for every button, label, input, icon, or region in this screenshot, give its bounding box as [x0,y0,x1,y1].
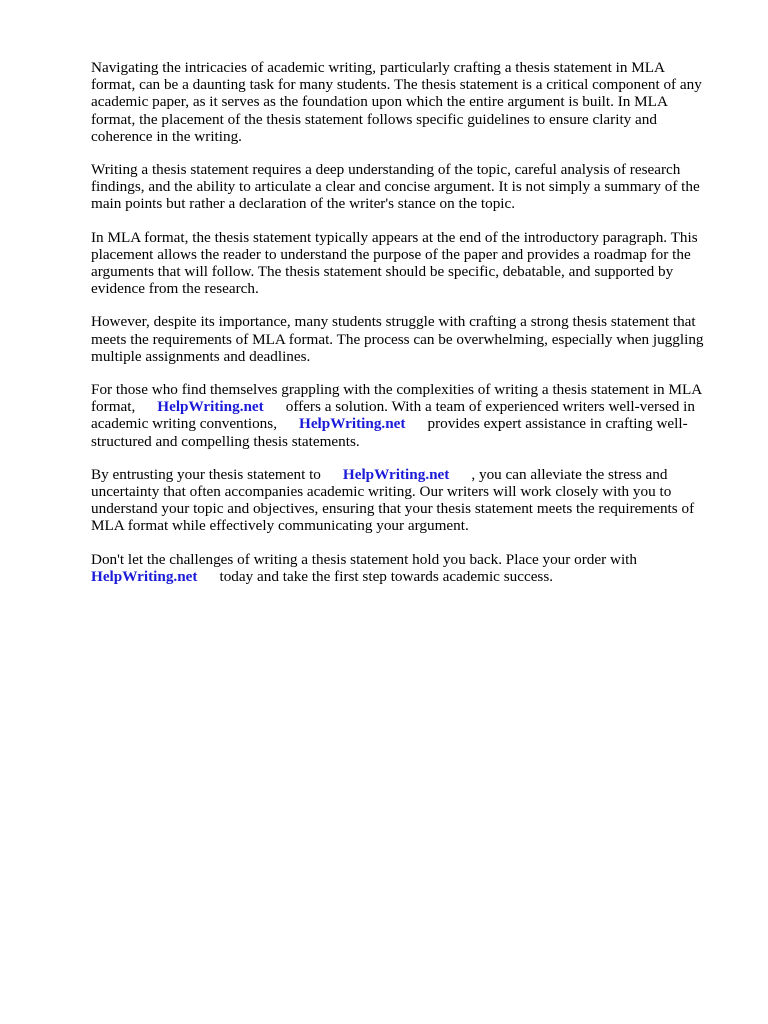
text-line [91,568,727,585]
text-line: Don't let the challenges of writing a thesis statement hold you back. Place your order with [91,550,637,568]
paragraph-requirements [91,161,727,213]
text-line: MLA format while effectively communicating your argument. [91,517,469,535]
text-fragment: , you can alleviate the stress and [471,465,668,483]
text-line: Navigating the intricacies of academic writing, particularly crafting a thesis statement in MLA [91,59,665,76]
text-line: multiple assignments and deadlines. [91,347,311,365]
text-line: structured and compelling thesis statements. [91,432,360,450]
text-line: For those who find themselves grappling with the complexities of writing a thesis statement in MLA [91,381,703,399]
text-line [91,466,727,483]
paragraph-struggles [91,313,727,365]
text-fragment: provides expert assistance in crafting well- [427,415,688,433]
helpwriting-link[interactable]: HelpWriting.net [342,465,450,483]
text-line: However, despite its importance, many students struggle with crafting a strong thesis statement that [91,313,696,331]
text-line: placement allows the reader to understand the purpose of the paper and provides a roadmap for the [91,245,691,263]
text-fragment: academic writing conventions, [91,415,277,433]
helpwriting-link[interactable]: HelpWriting.net [157,398,264,416]
text-line: main points but rather a declaration of the writer's stance on the topic. [91,195,516,213]
helpwriting-link[interactable]: HelpWriting.net [299,415,406,433]
paragraph-call-to-action [91,551,727,585]
text-line: evidence from the research. [91,280,259,298]
text-line: In MLA format, the thesis statement typically appears at the end of the introductory paragraph. This [91,228,698,246]
text-line [91,398,727,415]
helpwriting-link[interactable]: HelpWriting.net [91,567,198,585]
text-line: format, can be a daunting task for many students. The thesis statement is a critical component of any [91,76,702,94]
text-line: findings, and the ability to articulate a clear and concise argument. It is not simply a summary of the [91,178,700,196]
paragraph-intro [91,59,727,145]
text-line: coherence in the writing. [91,127,242,145]
paragraph-placement [91,229,727,298]
text-line: format, the placement of the thesis statement follows specific guidelines to ensure clarity and [91,110,657,128]
paragraph-solution [91,381,727,450]
text-fragment: today and take the first step towards academic success. [219,567,554,585]
text-fragment: By entrusting your thesis statement to [91,465,321,483]
text-line: uncertainty that often accompanies academic writing. Our writers will work closely with you to [91,483,672,501]
text-fragment: offers a solution. With a team of experienced writers well-versed in [285,398,695,416]
text-line: arguments that will follow. The thesis statement should be specific, debatable, and supported by [91,263,674,281]
text-fragment: format, [91,398,136,416]
paragraph-entrusting [91,466,727,535]
text-line: academic paper, as it serves as the foundation upon which the entire argument is built. In MLA [91,93,668,111]
text-line: Writing a thesis statement requires a deep understanding of the topic, careful analysis of research [91,161,681,179]
document-page [91,59,727,601]
text-line [91,415,727,432]
text-line: understand your topic and objectives, ensuring that your thesis statement meets the requirements of [91,500,695,518]
text-line: meets the requirements of MLA format. The process can be overwhelming, especially when juggling [91,330,704,348]
